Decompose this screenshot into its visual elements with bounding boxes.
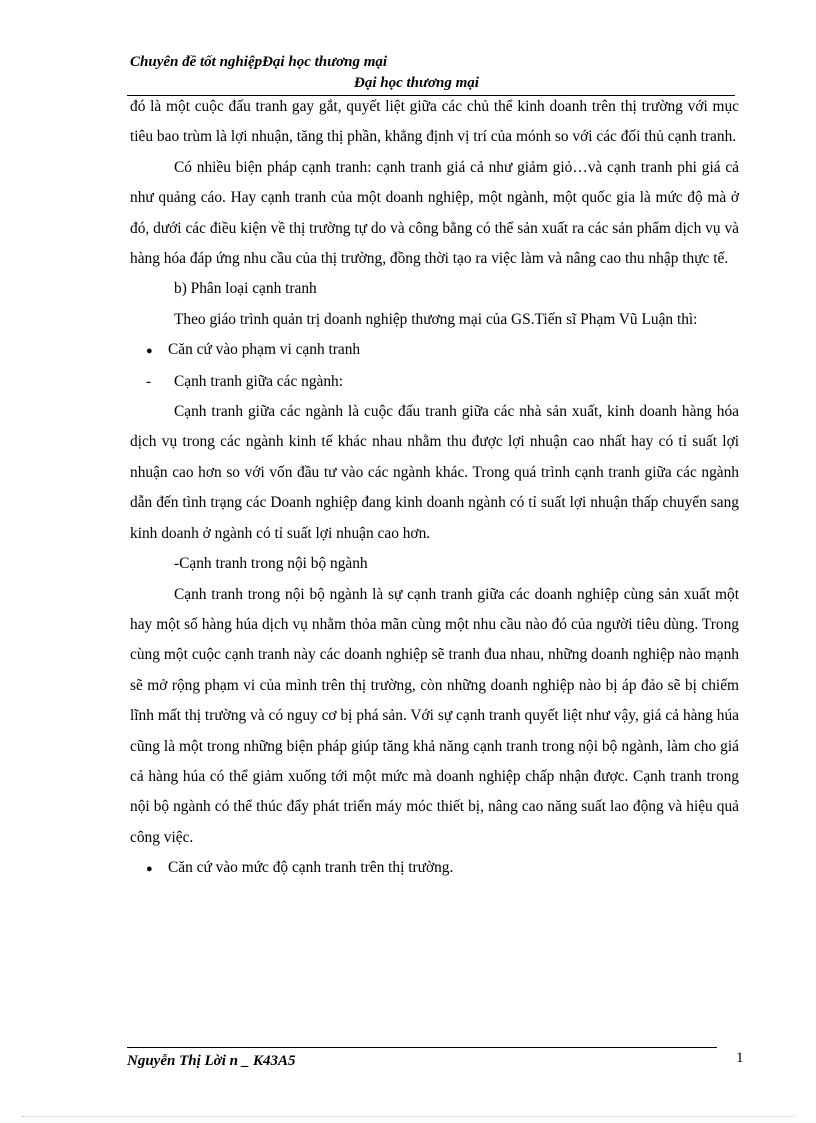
body-paragraph: đó là một cuộc đấu tranh gay gắt, quyết liệt giữa các chủ thể kinh doanh trên thị trường với mục tiêu bao trùm là lợi nhuận, tăng thị phần, khẳng định vị trí của mónh so với các đối thủ cạnh tranh. <box>130 98 739 146</box>
body-paragraph: Theo giáo trình quản trị doanh nghiệp thương mại của GS.Tiến sĩ Phạm Vũ Luận thì: <box>174 310 698 328</box>
document-body <box>130 92 739 885</box>
bullet-item <box>130 853 739 884</box>
body-paragraph: Có nhiều biện pháp cạnh tranh: cạnh tranh giá cả như giảm giỏ…và cạnh tranh phi giá cả như quảng cáo. Hay cạnh tranh của một doanh nghiệp, một ngành, một quốc gia là mức độ mà ở đó, dưới các điều kiện về thị trường tự do và công bằng có thể sản xuất ra các sản phẩm dịch vụ và hàng hóa đáp ứng nhu cầu của thị trường, đồng thời tạo ra việc làm và nâng cao thu nhập thực tế. <box>130 158 739 268</box>
bullet-text: Căn cứ vào mức độ cạnh tranh trên thị trường. <box>168 859 454 877</box>
page-bottom-border <box>22 1116 794 1117</box>
footer-author: Nguyễn Thị Lời n _ K43A5 <box>127 1053 296 1069</box>
body-paragraph: -Cạnh tranh trong nội bộ ngành <box>174 555 368 573</box>
dash-mark: - <box>146 372 152 390</box>
header-title: Chuyên đề tốt nghiệpĐại học thương mại <box>130 54 388 70</box>
page-number: 1 <box>736 1050 744 1066</box>
body-paragraph: Cạnh tranh giữa các ngành là cuộc đấu tranh giữa các nhà sản xuất, kinh doanh hàng hóa dịch vụ trong các ngành kinh tế khác nhau nhằm thu được lợi nhuận cao nhất hay có tỉ suất lợi nhuận cao hơn so với vốn đầu tư vào các ngành khác. Trong quá trình cạnh tranh giữa các ngành dẫn đến tình trạng các Doanh nghiệp đang kinh doanh ngành có tỉ suất lợi nhuận thấp chuyển sang kinh doanh ở ngành có tỉ suất lợi nhuận cao hơn. <box>130 403 739 542</box>
dash-item <box>130 367 739 397</box>
body-paragraph: Cạnh tranh trong nội bộ ngành là sự cạnh tranh giữa các doanh nghiệp cùng sản xuất một hay một số hàng húa dịch vụ nhằm thỏa mãn cùng một nhu cầu nào đó của người tiêu dùng. Trong cùng một cuộc cạnh tranh này các doanh nghiệp sẽ tranh đua nhau, những doanh nghiệp nào mạnh sẽ mở rộng phạm vi của mình trên thị trường, còn những doanh nghiệp nào bị áp đảo sẽ bị chiếm lĩnh mất thị trường và có nguy cơ bị phá sản. Với sự cạnh tranh quyết liệt như vậy, giá cả hàng húa cũng là một trong những biện pháp giúp tăng khả năng cạnh tranh trong nội bộ ngành, làm cho giá cả hàng húa có thể giảm xuống tới một mức mà doanh nghiệp chấp nhận được. Cạnh tranh trong nội bộ ngành có thể thúc đẩy phát triển máy móc thiết bị, nâng cao năng suất lao động và hiệu quả công việc. <box>130 585 739 846</box>
bullet-text: Căn cứ vào phạm vi cạnh tranh <box>168 341 361 359</box>
body-paragraph: b) Phân loại cạnh tranh <box>174 280 317 298</box>
bullet-icon: ● <box>146 345 153 358</box>
bullet-item <box>130 335 739 366</box>
footer-divider <box>127 1047 717 1048</box>
bullet-icon: ● <box>146 863 153 876</box>
header-subtitle: Đại học thương mại <box>354 75 479 91</box>
dash-text: Cạnh tranh giữa các ngành: <box>174 372 344 390</box>
